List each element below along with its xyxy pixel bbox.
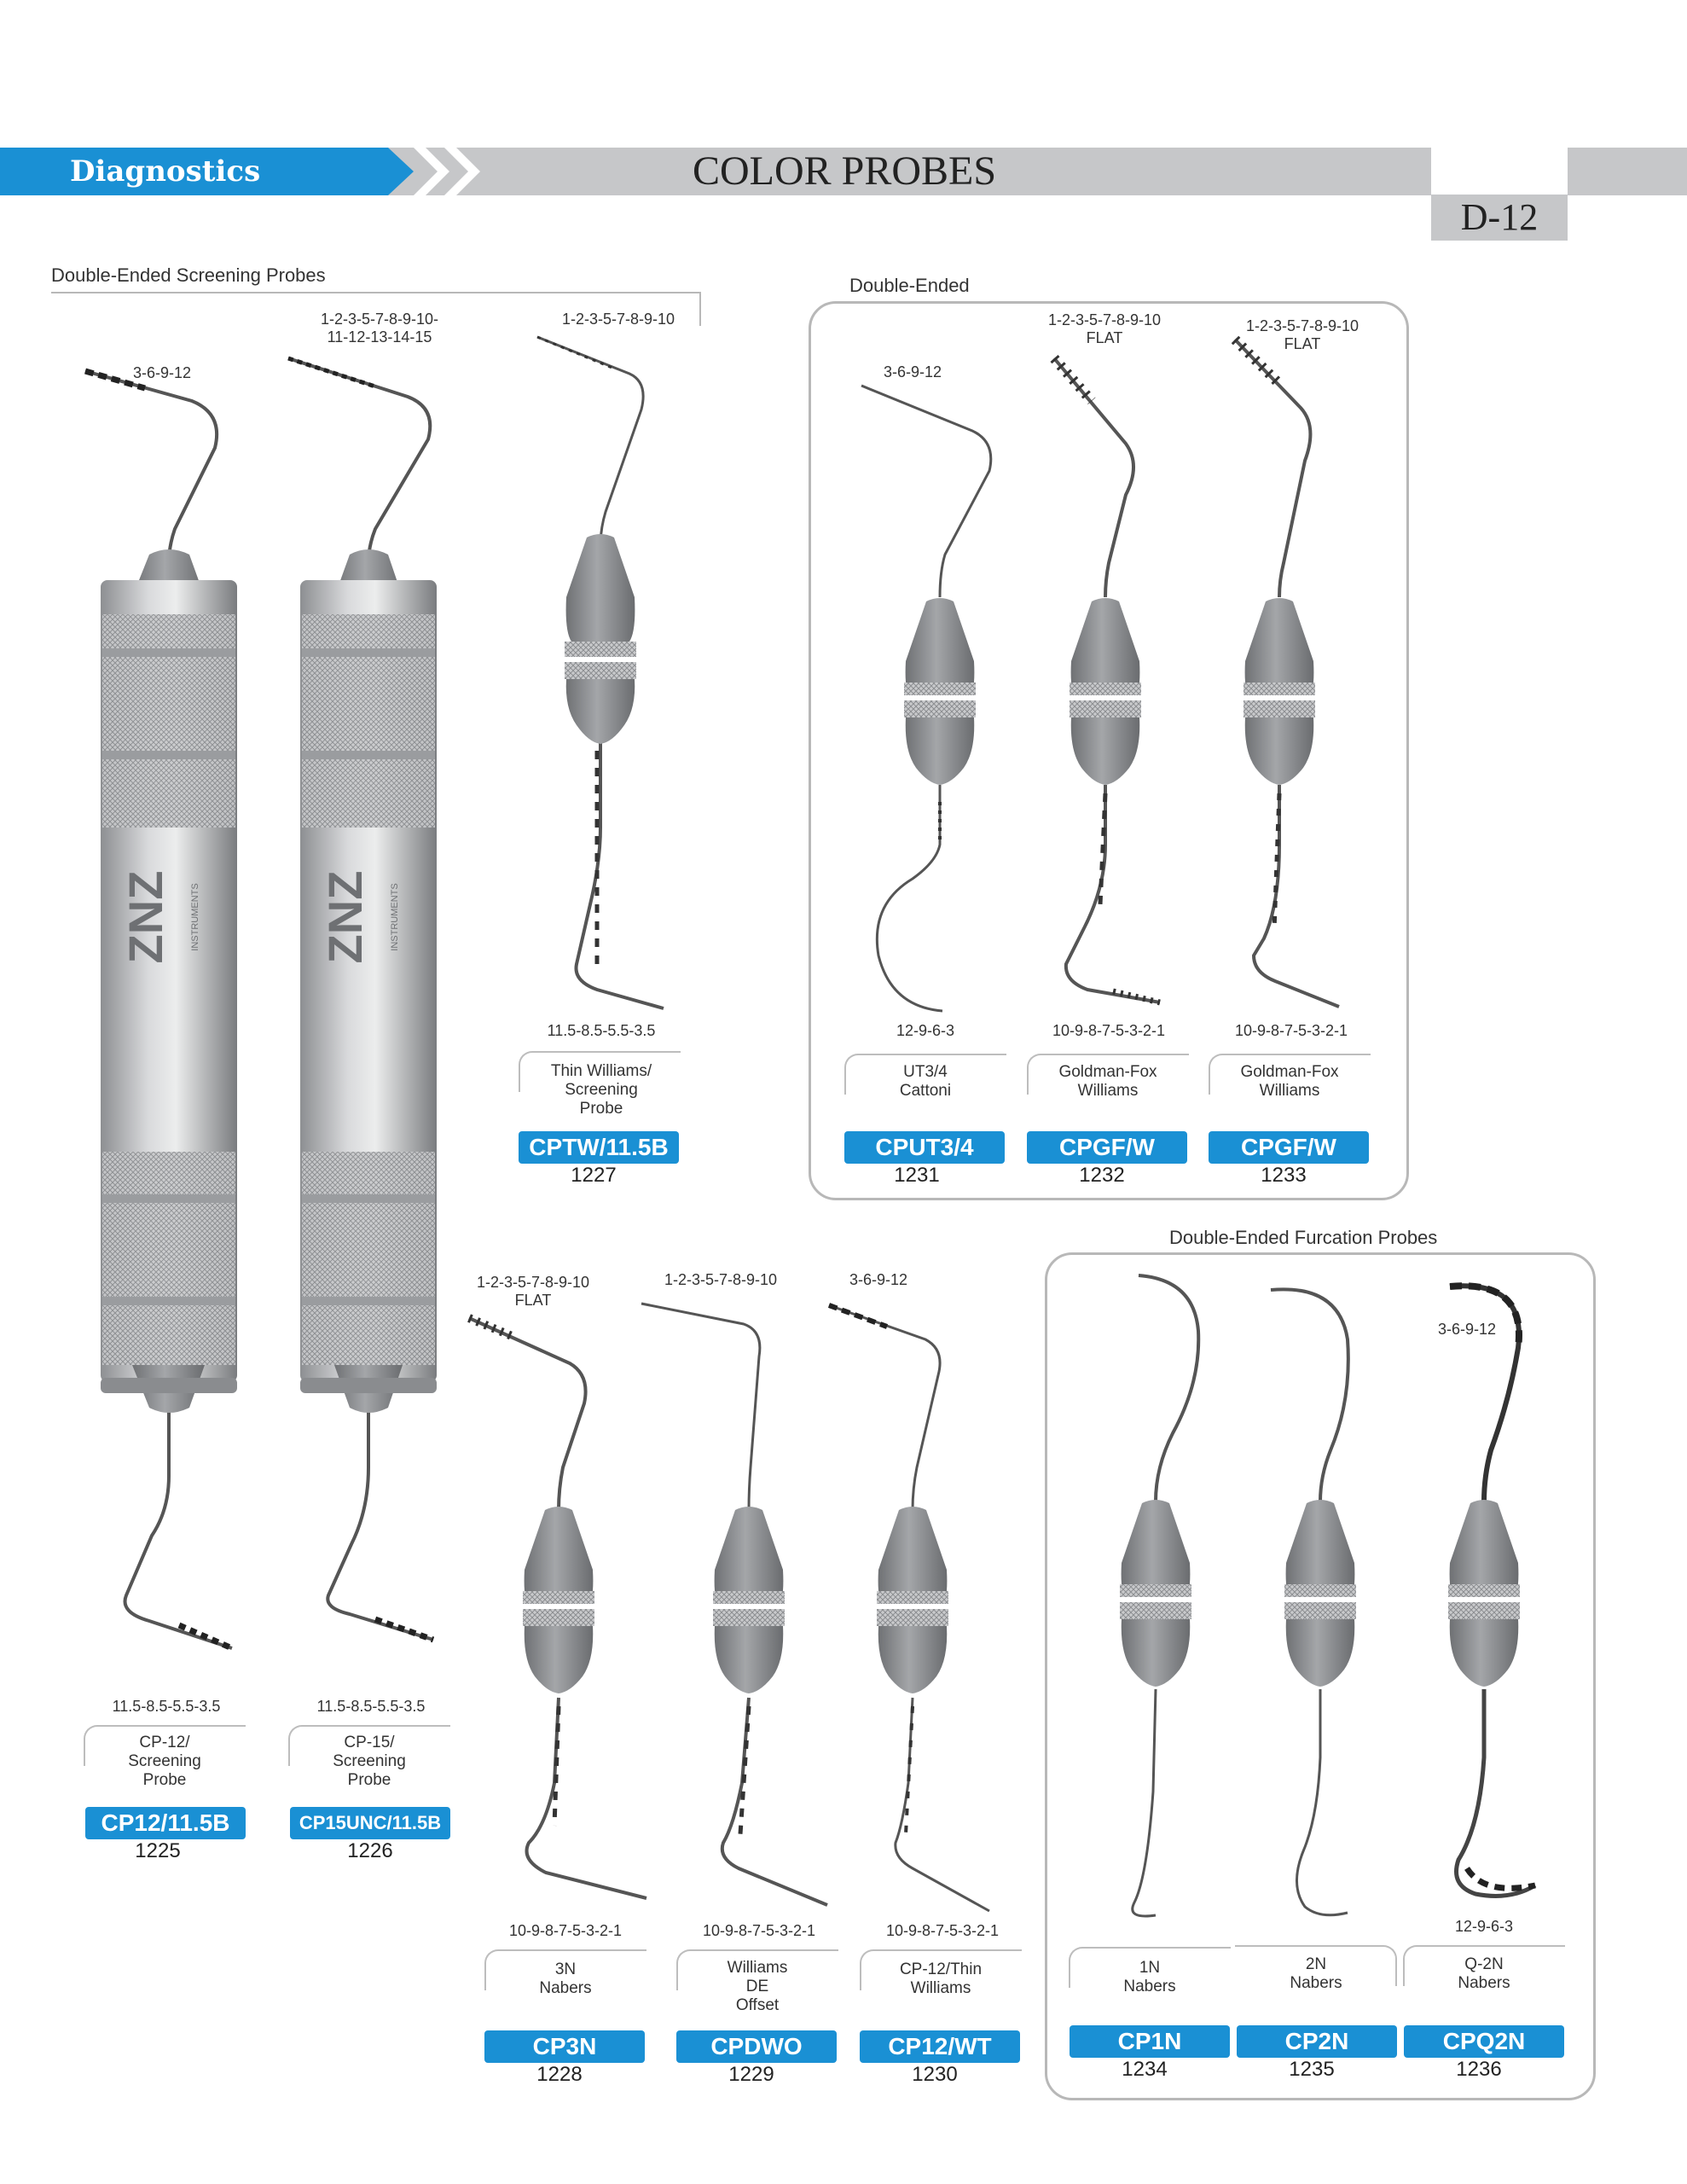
cp3n-name: 3N Nabers xyxy=(539,1960,592,1997)
probe-cp3n xyxy=(469,1314,646,1898)
section-title-screening: Double-Ended Screening Probes xyxy=(51,264,326,286)
section-title-double-ended: Double-Ended xyxy=(844,275,975,297)
cpgf2-bottom-spec: 10-9-8-7-5-3-2-1 xyxy=(1234,1022,1348,1039)
cptw-bottom-spec: 11.5-8.5-5.5-3.5 xyxy=(547,1022,656,1039)
svg-text:INSTRUMENTS: INSTRUMENTS xyxy=(390,883,400,951)
cpgf1-top-spec: 1-2-3-5-7-8-9-10 FLAT xyxy=(1047,311,1162,346)
cp12-code-badge: CP12/11.5B xyxy=(85,1807,246,1839)
cpdwo-name: Williams DE Offset xyxy=(727,1959,788,2014)
cp1n-name: 1N Nabers xyxy=(1123,1959,1176,1995)
cpdwo-bottom-spec: 10-9-8-7-5-3-2-1 xyxy=(702,1922,816,1939)
cptw-number: 1227 xyxy=(571,1164,617,1187)
cpgf2-code-badge: CPGF/W xyxy=(1209,1131,1369,1164)
cp12wt-top-spec: 3-6-9-12 xyxy=(849,1271,908,1288)
cp12-top-spec: 3-6-9-12 xyxy=(132,364,192,381)
probe-cptw xyxy=(537,337,664,1008)
cp12wt-bottom-spec: 10-9-8-7-5-3-2-1 xyxy=(885,1922,1000,1939)
znz-logo-icon xyxy=(119,871,400,964)
cpq2n-top-spec: 3-6-9-12 xyxy=(1437,1321,1497,1338)
cpgf2-top-spec: 1-2-3-5-7-8-9-10 FLAT xyxy=(1245,317,1359,352)
cpgf1-bottom-spec: 10-9-8-7-5-3-2-1 xyxy=(1052,1022,1166,1039)
cpgf2-name: Goldman-Fox Williams xyxy=(1240,1063,1339,1100)
cpgf2-number: 1233 xyxy=(1261,1164,1307,1187)
cp15-name: CP-15/ Screening Probe xyxy=(333,1734,406,1789)
probe-cpgf-1232 xyxy=(1054,358,1160,1002)
cput-number: 1231 xyxy=(894,1164,940,1187)
cpgf1-code-badge: CPGF/W xyxy=(1027,1131,1187,1164)
cpq2n-name: Q-2N Nabers xyxy=(1458,1955,1510,1992)
page-title: COLOR PROBES xyxy=(692,148,997,194)
cpq2n-code-badge: CPQ2N xyxy=(1404,2025,1564,2058)
cp12wt-code-badge: CP12/WT xyxy=(860,2030,1020,2063)
probe-cp12 xyxy=(85,371,237,1648)
cp15-bottom-spec: 11.5-8.5-5.5-3.5 xyxy=(316,1698,426,1715)
probe-cp12wt xyxy=(829,1305,989,1911)
probe-cpdwo xyxy=(641,1304,827,1905)
cput-code-badge: CPUT3/4 xyxy=(844,1131,1005,1164)
cp15-code-badge: CP15UNC/11.5B xyxy=(290,1807,450,1839)
probe-cput xyxy=(861,386,991,1011)
cptw-name: Thin Williams/ Screening Probe xyxy=(550,1062,652,1118)
probe-cp1n xyxy=(1120,1275,1198,1916)
cp3n-top-spec: 1-2-3-5-7-8-9-10 FLAT xyxy=(476,1274,590,1309)
cp12wt-number: 1230 xyxy=(912,2063,958,2086)
cpdwo-code-badge: CPDWO xyxy=(676,2030,837,2063)
cp12-number: 1225 xyxy=(135,1839,181,1862)
cput-bottom-spec: 12-9-6-3 xyxy=(896,1022,955,1039)
cpq2n-bottom-spec: 12-9-6-3 xyxy=(1454,1918,1514,1935)
svg-text:INSTRUMENTS: INSTRUMENTS xyxy=(190,883,200,951)
section-title-furcation: Double-Ended Furcation Probes xyxy=(1164,1227,1442,1249)
cp2n-number: 1235 xyxy=(1289,2058,1335,2081)
cp1n-code-badge: CP1N xyxy=(1070,2025,1230,2058)
probe-cpq2n xyxy=(1448,1286,1535,1896)
cp1n-number: 1234 xyxy=(1122,2058,1168,2081)
cp3n-number: 1228 xyxy=(536,2063,583,2086)
cp3n-bottom-spec: 10-9-8-7-5-3-2-1 xyxy=(508,1922,623,1939)
cp12-name: CP-12/ Screening Probe xyxy=(128,1734,201,1789)
probe-cp15 xyxy=(288,358,437,1640)
svg-text:ZNZ: ZNZ xyxy=(119,870,172,964)
cpdwo-number: 1229 xyxy=(728,2063,774,2086)
svg-text:ZNZ: ZNZ xyxy=(318,870,372,964)
cptw-code-badge: CPTW/11.5B xyxy=(519,1131,679,1164)
cput-top-spec: 3-6-9-12 xyxy=(883,363,942,380)
cpdwo-top-spec: 1-2-3-5-7-8-9-10 xyxy=(664,1271,778,1288)
page-code: D-12 xyxy=(1431,195,1568,241)
cpgf1-name: Goldman-Fox Williams xyxy=(1058,1063,1157,1100)
cp12wt-name: CP-12/Thin Williams xyxy=(899,1960,983,1997)
probe-cp2n xyxy=(1271,1289,1356,1914)
cp15-number: 1226 xyxy=(347,1839,393,1862)
cp3n-code-badge: CP3N xyxy=(484,2030,645,2063)
cpgf1-number: 1232 xyxy=(1079,1164,1125,1187)
probe-cpgf-1233 xyxy=(1235,340,1339,1007)
cptw-top-spec: 1-2-3-5-7-8-9-10 xyxy=(561,311,675,328)
cp12-bottom-spec: 11.5-8.5-5.5-3.5 xyxy=(112,1698,221,1715)
cp2n-name: 2N Nabers xyxy=(1290,1955,1342,1992)
cpq2n-number: 1236 xyxy=(1456,2058,1502,2081)
cput-name: UT3/4 Cattoni xyxy=(899,1063,952,1100)
cp2n-code-badge: CP2N xyxy=(1237,2025,1397,2058)
category-label: Diagnostics xyxy=(70,154,261,189)
cp15-top-spec: 1-2-3-5-7-8-9-10- 11-12-13-14-15 xyxy=(320,311,439,346)
